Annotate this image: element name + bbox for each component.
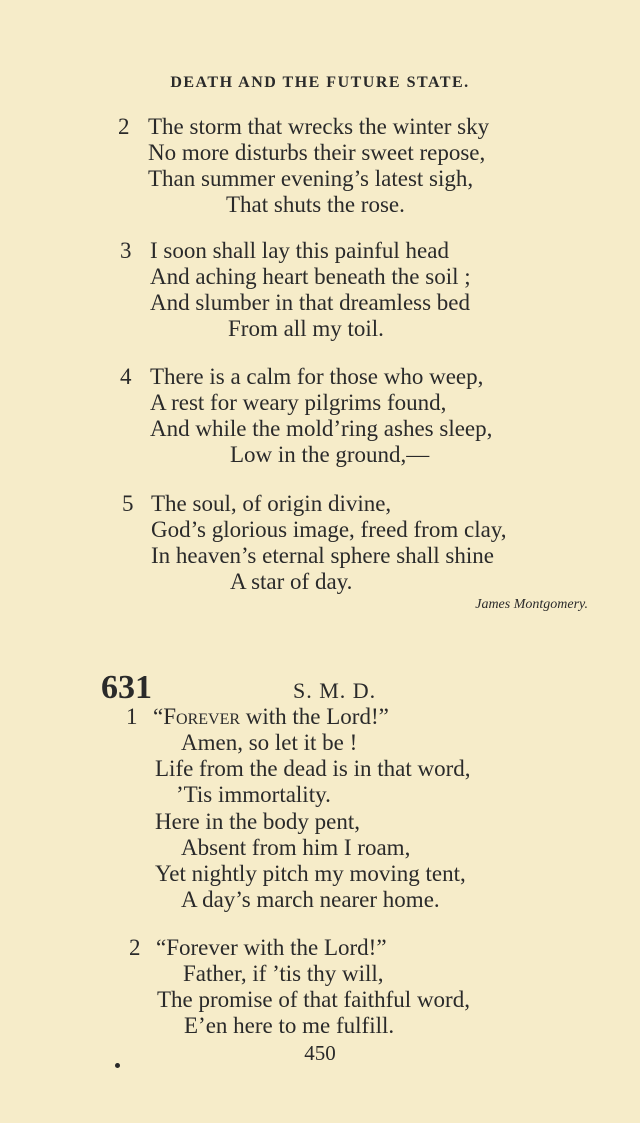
verse-line: The promise of that faithful word, [157, 987, 470, 1012]
stanza-number: 1 [126, 704, 138, 729]
verse-line: In heaven’s eternal sphere shall shine [151, 543, 494, 568]
verse-line: Life from the dead is in that word, [155, 756, 471, 781]
verse-line: Father, if ’tis thy will, [183, 961, 384, 986]
hymn-meter: S. M. D. [293, 678, 377, 703]
verse-line: Yet nightly pitch my moving tent, [155, 861, 466, 886]
verse-line: Amen, so let it be ! [181, 730, 358, 755]
ink-dot [115, 1063, 120, 1068]
verse-line: Low in the ground,— [230, 442, 430, 467]
verse-line: God’s glorious image, freed from clay, [151, 517, 507, 542]
stanza-number: 3 [120, 238, 132, 263]
page-number: 450 [304, 1041, 336, 1065]
verse-line: And while the mold’ring ashes sleep, [150, 416, 493, 441]
verse-line: Than summer evening’s latest sigh, [148, 166, 474, 191]
verse-line: “Forever with the Lord!” [156, 935, 387, 960]
verse-line: ’Tis immortality. [176, 782, 331, 807]
open-quote: “ [153, 704, 164, 729]
author-attribution: James Montgomery. [475, 597, 588, 612]
verse-line: A rest for weary pilgrims found, [150, 390, 447, 415]
verse-line: And aching heart beneath the soil ; [150, 264, 471, 289]
running-header: DEATH AND THE FUTURE STATE. [170, 74, 470, 91]
first-line-rest: with the Lord!” [240, 704, 389, 729]
verse-line: That shuts the rose. [226, 192, 405, 217]
stanza-number: 4 [120, 364, 132, 389]
verse-line: The soul, of origin divine, [151, 491, 392, 516]
verse-line: I soon shall lay this painful head [150, 238, 449, 263]
first-word: Forever [163, 704, 241, 729]
stanza-number: 2 [129, 935, 141, 960]
stanza-number: 2 [118, 114, 130, 139]
verse-line: There is a calm for those who weep, [150, 364, 484, 389]
verse-line: Here in the body pent, [155, 809, 361, 834]
verse-line: The storm that wrecks the winter sky [148, 114, 490, 139]
verse-line: And slumber in that dreamless bed [150, 290, 471, 315]
verse-line: No more disturbs their sweet repose, [148, 140, 486, 165]
verse-line: From all my toil. [228, 316, 384, 341]
verse-line: A day’s march nearer home. [181, 887, 440, 912]
stanza-number: 5 [122, 491, 134, 516]
verse-line: A star of day. [230, 569, 353, 594]
verse-line-first [153, 704, 389, 730]
hymn-number: 631 [101, 669, 152, 706]
verse-line: E’en here to me fulfill. [184, 1013, 395, 1038]
verse-line: Absent from him I roam, [181, 835, 411, 860]
